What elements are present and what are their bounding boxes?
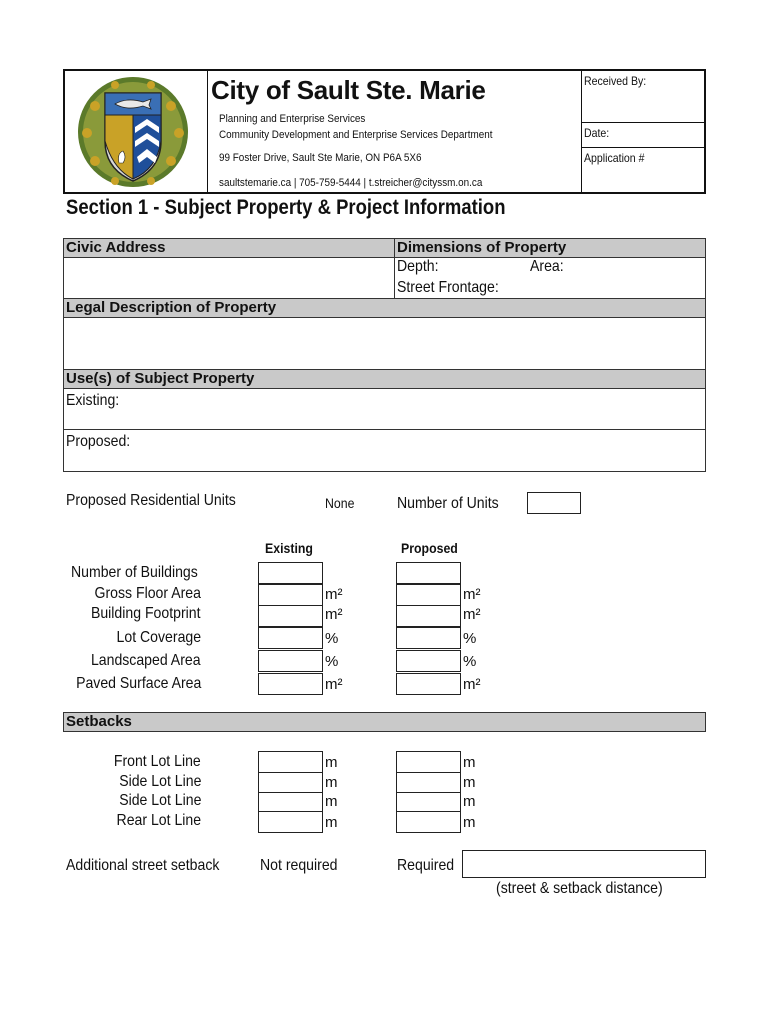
unit-label: m — [325, 754, 338, 771]
unit-label: m² — [463, 606, 481, 623]
dimensions-header: Dimensions of Property — [394, 238, 706, 258]
unit-label: m — [463, 793, 476, 810]
unit-label: m — [463, 814, 476, 831]
proposed-gross-floor-area-input[interactable] — [396, 584, 461, 606]
existing-column-header: Existing — [265, 540, 313, 556]
setback-label: Side Lot Line — [118, 773, 201, 790]
existing-use-field[interactable] — [63, 388, 706, 430]
depth-label: Depth: — [397, 258, 439, 275]
setback-note: (street & setback distance) — [496, 880, 663, 897]
dept-planning: Planning and Enterprise Services — [219, 113, 366, 125]
office-use-column — [581, 71, 705, 192]
setbacks-header: Setbacks — [63, 712, 706, 732]
not-required-option[interactable]: Not required — [260, 857, 338, 874]
metric-label: Building Footprint — [91, 605, 201, 622]
application-number-label: Application # — [584, 151, 645, 165]
required-option[interactable]: Required — [397, 857, 455, 874]
city-contact: saultstemarie.ca | 705-759-5444 | t.streicher@cityssm.on.ca — [219, 177, 483, 189]
legal-description-header: Legal Description of Property — [63, 298, 706, 318]
uses-header: Use(s) of Subject Property — [63, 369, 706, 389]
proposed-lot-coverage-input[interactable] — [396, 627, 461, 649]
existing-building-footprint-input[interactable] — [258, 605, 323, 627]
existing-side-setback-1-input[interactable] — [258, 772, 323, 794]
metric-label: Number of Buildings — [71, 564, 198, 581]
proposed-use-label: Proposed: — [66, 433, 131, 450]
form-header — [63, 69, 706, 194]
unit-label: m — [463, 774, 476, 791]
proposed-landscaped-area-input[interactable] — [396, 650, 461, 672]
received-by-field[interactable] — [582, 71, 705, 123]
existing-rear-setback-input[interactable] — [258, 811, 323, 833]
unit-label: m² — [463, 586, 481, 603]
unit-label: m² — [463, 676, 481, 693]
proposed-use-field[interactable] — [63, 429, 706, 472]
unit-label: m — [325, 774, 338, 791]
civic-address-header: Civic Address — [63, 238, 395, 258]
additional-setback-label: Additional street setback — [66, 857, 220, 874]
proposed-front-setback-input[interactable] — [396, 751, 461, 773]
metric-label: Lot Coverage — [116, 629, 201, 646]
unit-label: % — [325, 653, 339, 670]
logo-cell — [65, 71, 208, 192]
city-title: City of Sault Ste. Marie — [211, 75, 486, 105]
proposed-paved-surface-area-input[interactable] — [396, 673, 461, 695]
city-crest-logo — [65, 71, 207, 192]
unit-label: m² — [325, 586, 343, 603]
unit-label: m — [325, 814, 338, 831]
setback-label: Rear Lot Line — [116, 812, 201, 829]
setback-label: Side Lot Line — [118, 792, 201, 809]
proposed-column-header: Proposed — [401, 540, 458, 556]
application-number-field[interactable] — [582, 148, 705, 192]
city-address: 99 Foster Drive, Sault Ste Marie, ON P6A 5X6 — [219, 152, 422, 164]
proposed-side-setback-1-input[interactable] — [396, 772, 461, 794]
residential-units-label: Proposed Residential Units — [66, 492, 236, 509]
civic-address-field[interactable] — [63, 257, 395, 299]
unit-label: m — [463, 754, 476, 771]
existing-number-of-buildings-input[interactable] — [258, 562, 323, 584]
existing-side-setback-2-input[interactable] — [258, 792, 323, 812]
existing-lot-coverage-input[interactable] — [258, 627, 323, 649]
date-field[interactable] — [582, 123, 705, 148]
existing-paved-surface-area-input[interactable] — [258, 673, 323, 695]
existing-landscaped-area-input[interactable] — [258, 650, 323, 672]
existing-gross-floor-area-input[interactable] — [258, 584, 323, 606]
unit-label: % — [463, 630, 477, 647]
section-title: Section 1 - Subject Property & Project Information — [66, 196, 506, 219]
metric-label: Paved Surface Area — [75, 675, 201, 692]
metric-label: Gross Floor Area — [94, 585, 201, 602]
residential-units-value[interactable]: None — [325, 495, 355, 511]
setback-label: Front Lot Line — [114, 753, 201, 770]
proposed-building-footprint-input[interactable] — [396, 605, 461, 627]
date-label: Date: — [584, 126, 610, 140]
number-of-units-input[interactable] — [527, 492, 581, 514]
unit-label: m — [325, 793, 338, 810]
legal-description-field[interactable] — [63, 317, 706, 370]
proposed-side-setback-2-input[interactable] — [396, 792, 461, 812]
dept-community: Community Development and Enterprise Services Department — [219, 129, 493, 141]
unit-label: % — [463, 653, 477, 670]
street-frontage-label: Street Frontage: — [397, 279, 499, 296]
metric-label: Landscaped Area — [91, 652, 201, 669]
proposed-rear-setback-input[interactable] — [396, 811, 461, 833]
received-by-label: Received By: — [584, 74, 647, 88]
unit-label: m² — [325, 606, 343, 623]
additional-setback-input[interactable] — [462, 850, 706, 878]
unit-label: m² — [325, 676, 343, 693]
number-of-units-label: Number of Units — [397, 495, 499, 512]
proposed-number-of-buildings-input[interactable] — [396, 562, 461, 584]
unit-label: % — [325, 630, 339, 647]
existing-front-setback-input[interactable] — [258, 751, 323, 773]
existing-use-label: Existing: — [66, 392, 120, 409]
area-label: Area: — [530, 258, 564, 275]
